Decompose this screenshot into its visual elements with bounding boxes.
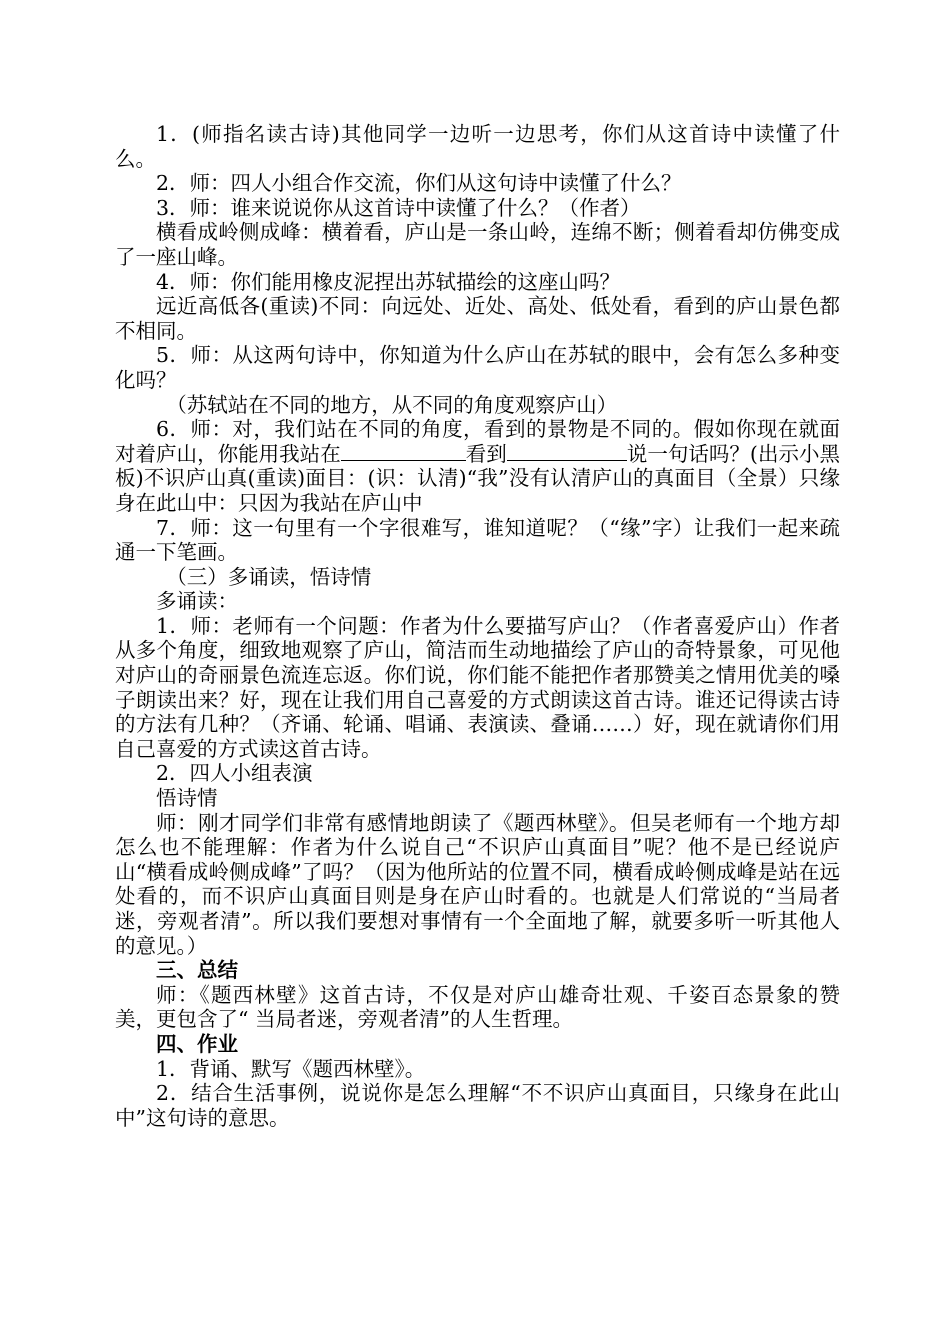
- paragraph-12: 多诵读：: [156, 589, 238, 614]
- paragraph-15: 悟诗情: [156, 786, 218, 811]
- section-heading-homework: 四、作业: [156, 1031, 238, 1056]
- paragraph-14: 2．四人小组表演: [156, 761, 313, 786]
- section-heading-summary: 三、总结: [156, 958, 238, 983]
- paragraph-2: 2．师：四人小组合作交流，你们从这句诗中读懂了什么？: [156, 171, 682, 196]
- paragraph-1: 1．(师指名读古诗)其他同学一边听一边思考，你们从这首诗中读懂了什么。: [115, 122, 840, 171]
- document-page: [115, 122, 840, 1130]
- paragraph-6: 远近高低各(重读)不同：向远处、近处、高处、低处看，看到的庐山景色都不相同。: [115, 294, 840, 343]
- fill-in-blank: [507, 442, 627, 461]
- paragraph-9-part-1: 6．师：对，我们站在不同的角度，看到的景物是不同的。假如你现在就面对着庐山，你能用我站在: [115, 417, 840, 466]
- paragraph-4: 横看成岭侧成峰：横着看，庐山是一条山岭，连绵不断；侧着看却仿佛变成了一座山峰。: [115, 220, 840, 269]
- paragraph-9-part-2: 看到: [465, 441, 507, 466]
- paragraph-19: 2．结合生活事例，说说你是怎么理解“不不识庐山真面目，只缘身在此山中”这句诗的意思。: [115, 1081, 840, 1130]
- paragraph-7: 5．师：从这两句诗中，你知道为什么庐山在苏轼的眼中，会有怎么多种变化吗？: [115, 343, 840, 392]
- paragraph-10: 7．师：这一句里有一个字很难写，谁知道呢？（“缘”字）让我们一起来疏通一下笔画。: [115, 515, 840, 565]
- paragraph-5: 4．师：你们能用橡皮泥捏出苏轼描绘的这座山吗？: [156, 269, 621, 294]
- section-subheading: （三）多诵读，悟诗情: [166, 564, 372, 589]
- fill-in-blank: [341, 442, 466, 461]
- paragraph-16: 师：刚才同学们非常有感情地朗读了《题西林壁》。但吴老师有一个地方却怎么也不能理解：作者为什么说自己“不识庐山真面目”呢？他不是已经说庐山“横看成岭侧成峰”了吗？（因为他所站的位置不同，横看成岭侧成峰是站在远处看的，而不识庐山真面目则是身在庐山时看的。也就是人们常说的“当局者迷，旁观者清”。所以我们要想对事情有一个全面地了解，就要多听一听其他人的意见。）: [115, 810, 840, 958]
- paragraph-18: 1．背诵、默写《题西林壁》。: [156, 1056, 426, 1081]
- paragraph-9: [115, 417, 840, 515]
- paragraph-9-part-3: 说一句话吗？(出示小黑板)不识庐山真(重读)面目：(识：认清)“我”没有认清庐山的真面目（全景）只缘身在此山中：只因为我站在庐山中: [115, 441, 841, 515]
- paragraph-17: 师：《题西林壁》这首古诗，不仅是对庐山雄奇壮观、千姿百态景象的赞美，更包含了“ 当局者迷，旁观者清”的人生哲理。: [115, 982, 840, 1032]
- paragraph-13: 1．师：老师有一个问题：作者为什么要描写庐山？（作者喜爱庐山）作者从多个角度，细致地观察了庐山，简洁而生动地描绘了庐山的奇特景象，可见他对庐山的奇丽景色流连忘返。你们说，你们能不能把作者那赞美之情用优美的嗓子朗读出来？好，现在让我们用自己喜爱的方式朗读这首古诗。谁还记得读古诗的方法有几种？（齐诵、轮诵、唱诵、表演读、叠诵……）好，现在就请你们用自己喜爱的方式读这首古诗。: [115, 613, 840, 761]
- paragraph-8: （苏轼站在不同的地方，从不同的角度观察庐山）: [166, 392, 618, 417]
- paragraph-3: 3．师：谁来说说你从这首诗中读懂了什么？（作者）: [156, 195, 641, 220]
